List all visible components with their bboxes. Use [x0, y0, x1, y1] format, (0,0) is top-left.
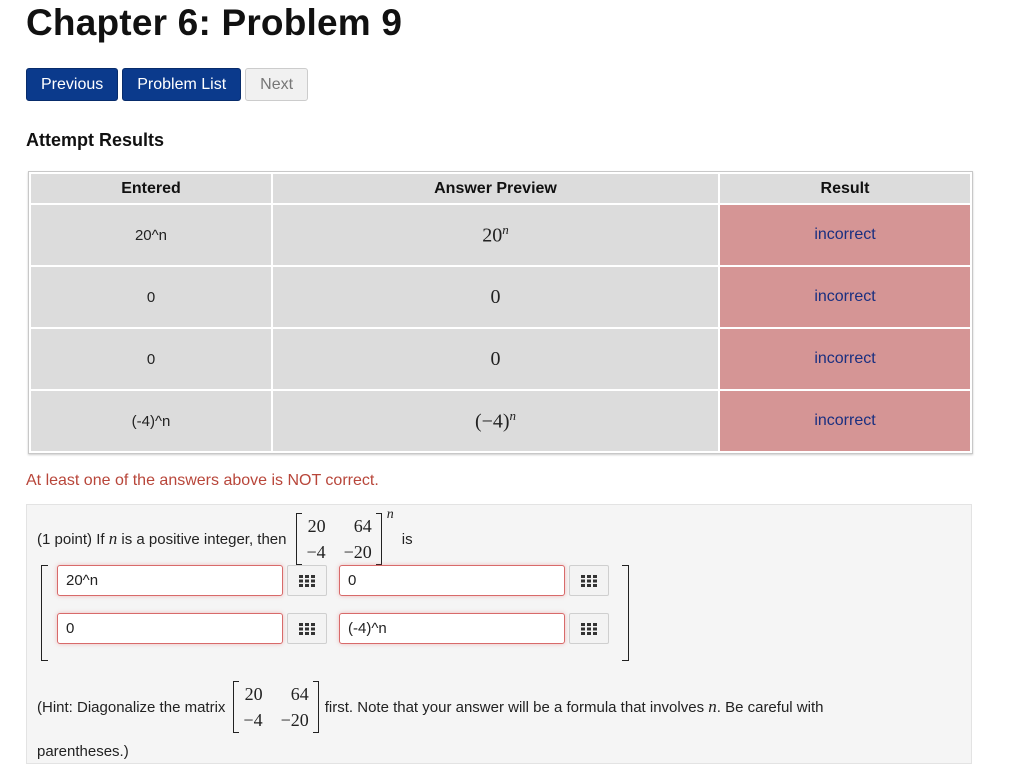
hint-line-2: parentheses.) [37, 743, 129, 760]
preview-base: 0 [490, 347, 501, 370]
preview-base: 20 [482, 224, 503, 247]
answer-left-bracket [41, 565, 48, 661]
hint-matrix [233, 681, 318, 733]
table-row [31, 329, 970, 389]
preview-cell [273, 329, 718, 389]
matrix-entry: −4 [243, 710, 263, 730]
matrix-entry: 64 [290, 684, 309, 704]
table-row [31, 267, 970, 327]
preview-cell [273, 391, 718, 451]
hint-after: first. Note that your answer will be a formula that involves [324, 698, 705, 716]
incorrect-warning-message: At least one of the answers above is NOT correct. [26, 472, 379, 489]
problem-statement-panel [26, 504, 972, 764]
preview-cell [273, 205, 718, 265]
page-title: Chapter 6: Problem 9 [26, 2, 403, 43]
next-button: Next [245, 68, 308, 101]
result-cell: incorrect [720, 391, 970, 451]
answer-input-2-2[interactable]: (-4)^n [339, 613, 565, 644]
problem-intro-text: (1 point) If [37, 530, 105, 548]
matrix-entry: 64 [353, 516, 372, 536]
hint-before: (Hint: Diagonalize the matrix [37, 698, 226, 716]
equation-editor-icon[interactable] [287, 565, 327, 596]
hint-variable-n: n [708, 697, 717, 716]
preview-cell [273, 267, 718, 327]
matrix-entry: −4 [306, 542, 326, 562]
result-cell: incorrect [720, 205, 970, 265]
answer-input-1-1[interactable]: 20^n [57, 565, 283, 596]
entered-cell: (-4)^n [31, 391, 271, 451]
equation-editor-icon[interactable] [569, 613, 609, 644]
attempt-results-heading: Attempt Results [26, 130, 165, 150]
column-header-entered: Entered [31, 174, 271, 203]
entered-cell: 20^n [31, 205, 271, 265]
matrix-exponent: n [386, 507, 394, 522]
result-cell: incorrect [720, 267, 970, 327]
variable-n: n [108, 529, 118, 548]
entered-cell: 0 [31, 267, 271, 327]
equation-editor-icon[interactable] [287, 613, 327, 644]
answer-right-bracket [622, 565, 629, 661]
preview-base: (−4) [474, 410, 510, 433]
problem-is-text: is [401, 530, 413, 548]
matrix-entry: −20 [280, 710, 309, 730]
hint-end: . Be careful with [716, 698, 824, 716]
matrix-entry: −20 [343, 542, 372, 562]
answer-input-1-2[interactable]: 0 [339, 565, 565, 596]
preview-exponent: n [509, 408, 517, 424]
preview-base: 0 [490, 285, 501, 308]
hint-text [37, 681, 937, 760]
answer-input-2-1[interactable]: 0 [57, 613, 283, 644]
table-row [31, 391, 970, 451]
answer-matrix [37, 565, 637, 661]
problem-nav [26, 68, 308, 101]
previous-button[interactable]: Previous [26, 68, 118, 101]
column-header-answer-preview: Answer Preview [273, 174, 718, 203]
problem-intro-line [37, 507, 413, 565]
problem-list-button[interactable]: Problem List [122, 68, 241, 101]
matrix-entry: 20 [307, 516, 326, 536]
preview-exponent: n [502, 222, 509, 238]
result-cell: incorrect [720, 329, 970, 389]
question-matrix [296, 507, 394, 565]
equation-editor-icon[interactable] [569, 565, 609, 596]
table-row [31, 205, 970, 265]
matrix-entry: 20 [244, 684, 263, 704]
column-header-result: Result [720, 174, 970, 203]
entered-cell: 0 [31, 329, 271, 389]
attempt-results-table [28, 171, 973, 454]
problem-intro-mid: is a positive integer, then [121, 530, 287, 548]
